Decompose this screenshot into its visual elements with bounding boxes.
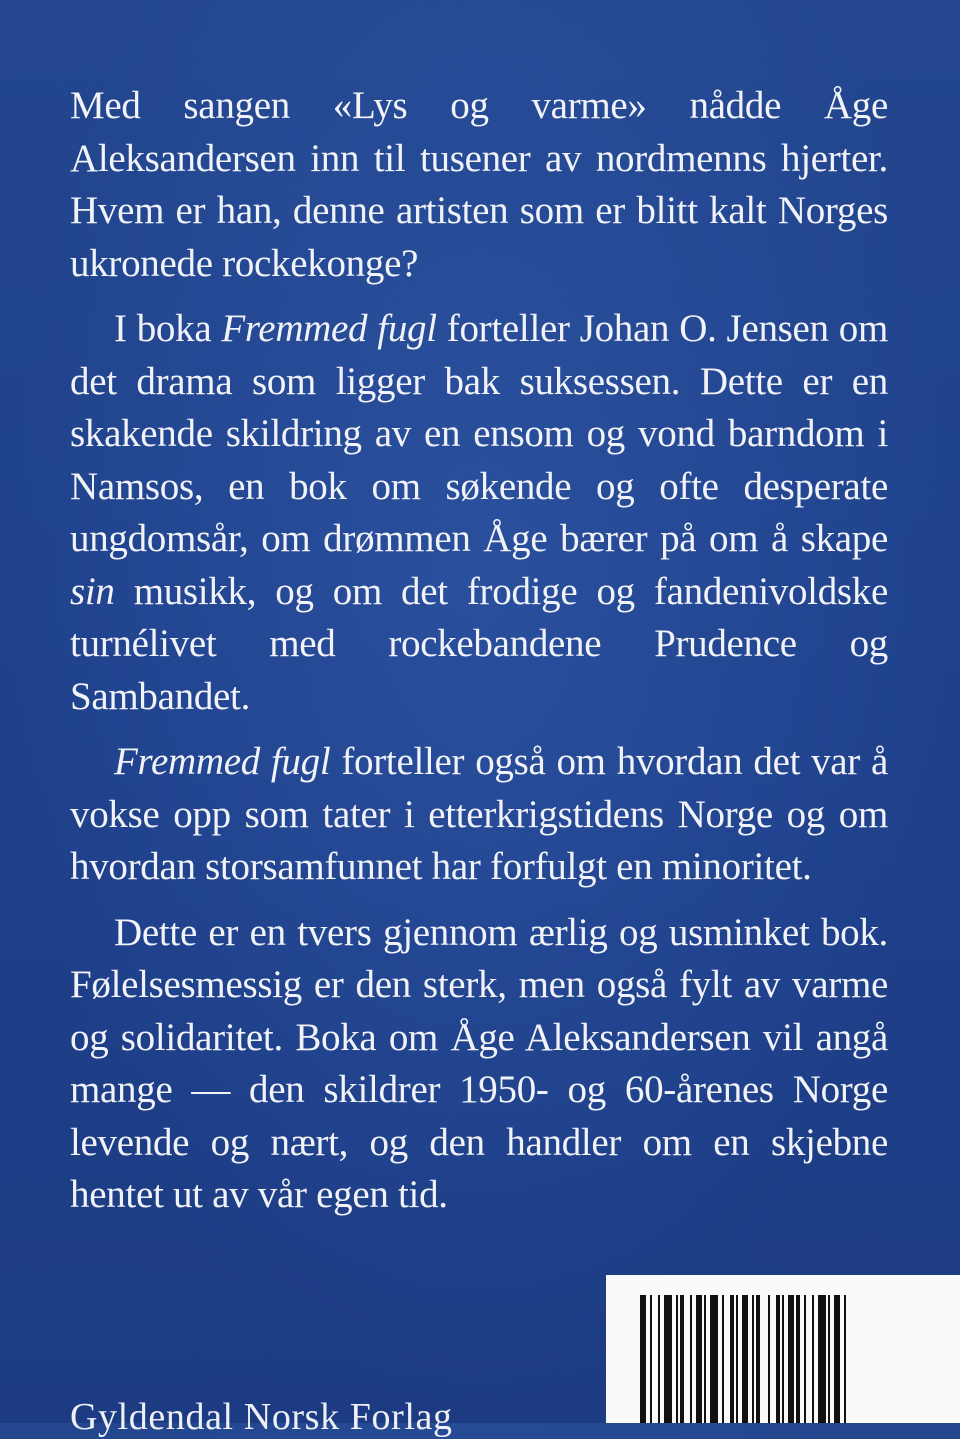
blurb-paragraph-4: Dette er en tvers gjennom ærlig og usminket bok. Følelsesmessig er den sterk, men også fylt av varme og solidaritet. Boka om Åge Aleksandersen vil angå mange — den skildrer 1950- og 60-årenes Norge levende og nært, og den handler om en skjebne hentet ut av vår egen tid. bbox=[70, 910, 888, 1216]
paragraph-2-text-c: musikk, og om det frodige og fandenivoldske turnélivet med rockebandene Prudence og Sambandet. bbox=[70, 569, 888, 718]
barcode-gap bbox=[846, 1295, 850, 1423]
back-cover-text bbox=[70, 80, 888, 1222]
barcode-gap bbox=[760, 1295, 768, 1423]
barcode-bar bbox=[710, 1295, 718, 1423]
paragraph-2-text-a: I boka bbox=[114, 307, 222, 350]
book-title-italic-2: Fremmed fugl bbox=[114, 740, 331, 783]
barcode-label bbox=[606, 1275, 960, 1423]
barcode-bar bbox=[818, 1295, 826, 1423]
emphasis-sin: sin bbox=[70, 569, 115, 613]
barcode-bar bbox=[664, 1295, 672, 1423]
paragraph-2-text-b: forteller Johan O. Jensen om det drama som ligger bak suksessen. Dette er en skakende skildring av en ensom og vond barndom i Namsos, en bok om søkende og ofte desperate ungdomsår, om drømmen Åge bærer på om å skape bbox=[70, 307, 888, 560]
book-title-italic: Fremmed fugl bbox=[221, 307, 437, 350]
blurb-paragraph-3 bbox=[70, 736, 888, 894]
paragraph-3-text: forteller også om hvordan det var å vokse opp som tater i etterkrigstidens Norge og om hvordan storsamfunnet har forfulgt en minoritet. bbox=[70, 740, 888, 888]
barcode bbox=[640, 1295, 850, 1423]
blurb-paragraph-2 bbox=[70, 303, 888, 723]
publisher-name: Gyldendal Norsk Forlag bbox=[70, 1396, 453, 1438]
blurb-paragraph-1: Med sangen «Lys og varme» nådde Åge Aleksandersen inn til tusener av nordmenns hjerter. Hvem er han, denne artisten som er blitt kalt Norges ukronede rockekonge? bbox=[70, 84, 888, 285]
